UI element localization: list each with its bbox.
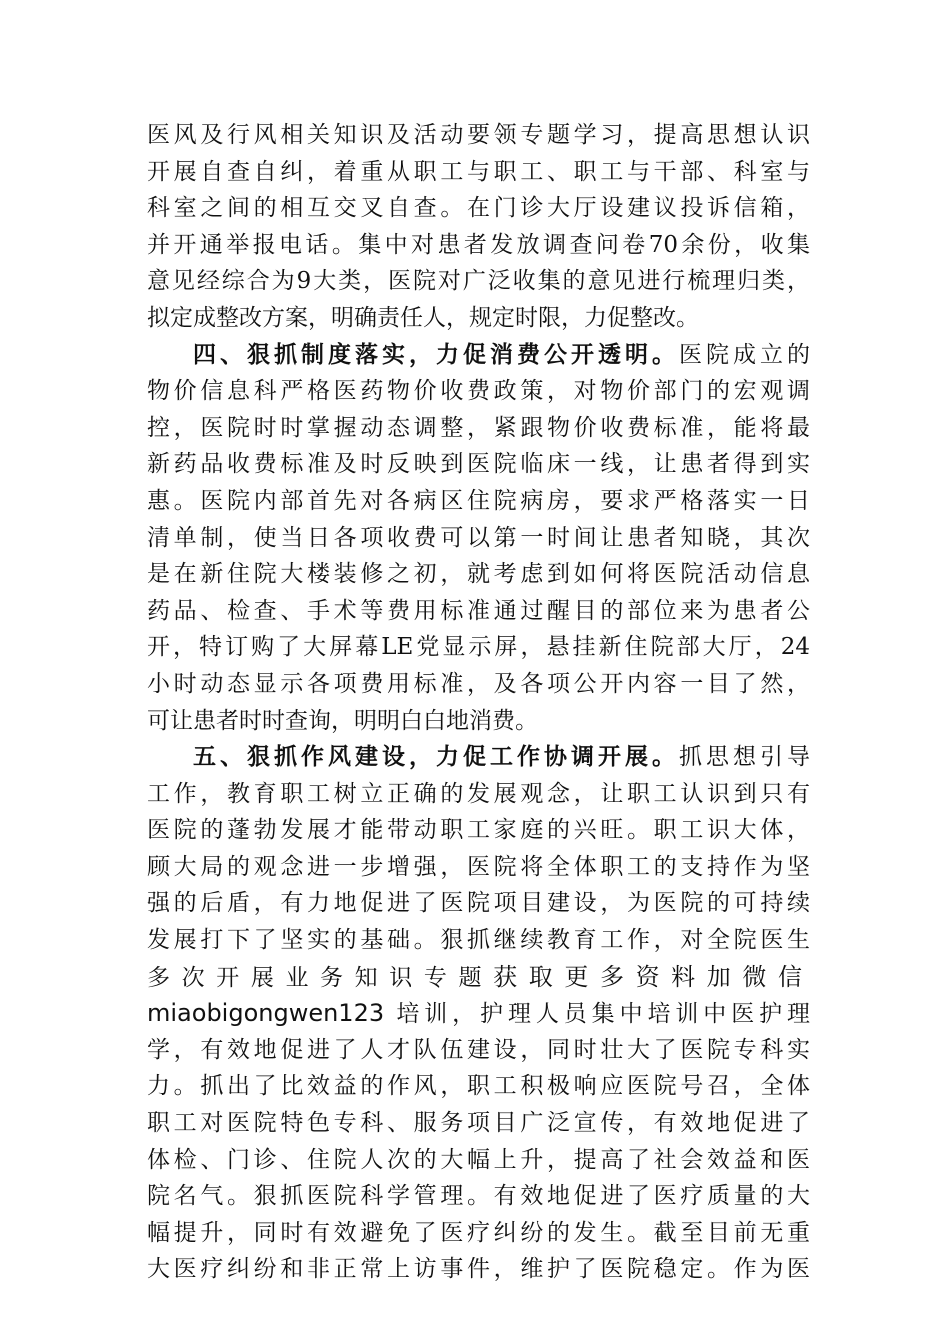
text-line: 强的后盾，有力地促进了医院项目建设，为医院的可持续: [147, 890, 810, 917]
text-run: 抓思想引导: [679, 744, 810, 771]
text-line: 体检、门诊、住院人次的大幅上升，提高了社会效益和医: [147, 1146, 810, 1173]
text-line: 可让患者时时查询，明明白白地消费。: [147, 707, 538, 734]
text-line: 学，有效地促进了人才队伍建设，同时壮大了医院专科实: [147, 1036, 810, 1063]
text-line: 清单制，使当日各项收费可以第一时间让患者知晓，其次: [147, 524, 810, 551]
text-line: [147, 959, 810, 996]
text-line: 顾大局的观念进一步增强，医院将全体职工的支持作为坚: [147, 853, 810, 880]
text-line: 惠。医院内部首先对各病区住院病房，要求严格落实一日: [147, 487, 810, 514]
text-run: 医院成立的: [679, 341, 810, 368]
text-line: 医风及行风相关知识及活动要领专题学习，提高思想认识: [147, 122, 810, 148]
text-line: 物价信息科严格医药物价收费政策，对物价部门的宏观调: [147, 378, 810, 405]
text-line: 大医疗纠纷和非正常上访事件，维护了医院稳定。作为医: [147, 1256, 810, 1283]
text-line: 并开通举报电话。集中对患者发放调查问卷70余份，收集: [147, 231, 810, 258]
text-line: 院名气。狠抓医院科学管理。有效地促进了医疗质量的大: [147, 1183, 810, 1210]
paragraph-first-line: [147, 739, 810, 776]
text-run: 多次开展业务知识专题: [147, 964, 494, 991]
text-line: 拟定成整改方案，明确责任人，规定时限，力促整改。: [147, 304, 699, 331]
paragraph-self-inspection: [147, 117, 810, 337]
text-line: 是在新住院大楼装修之初，就考虑到如何将医院活动信息: [147, 561, 810, 588]
text-line: 开展自查自纠，着重从职工与职工、职工与干部、科室与: [147, 158, 810, 185]
wechat-id: miaobigongwen123: [147, 999, 385, 1028]
document-page: [147, 117, 810, 1288]
text-line: 发展打下了坚实的基础。狠抓继续教育工作，对全院医生: [147, 927, 810, 954]
text-line: 幅提升，同时有效避免了医疗纠纷的发生。截至目前无重: [147, 1219, 810, 1246]
promo-text: 获取更多资料加微信: [493, 962, 811, 991]
text-run: 培训，护理人员集中培训中医护理: [396, 1001, 811, 1028]
text-line: 意见经综合为9大类，医院对广泛收集的意见进行梳理归类，: [147, 268, 810, 295]
text-line: 科室之间的相互交叉自查。在门诊大厅设建议投诉信箱，: [147, 195, 810, 222]
text-line: 医院的蓬勃发展才能带动职工家庭的兴旺。职工识大体，: [147, 817, 810, 844]
section-heading-five: 五、狠抓作风建设，力促工作协调开展。: [193, 744, 679, 771]
text-line: [147, 995, 810, 1032]
text-line: 新药品收费标准及时反映到医院临床一线，让患者得到实: [147, 451, 810, 478]
paragraph-five-work-style: [147, 739, 810, 1288]
text-line: 小时动态显示各项费用标准，及各项公开内容一目了然，: [147, 670, 810, 697]
section-heading-four: 四、狠抓制度落实，力促消费公开透明。: [193, 341, 679, 368]
text-line: 工作，教育职工树立正确的发展观念，让职工认识到只有: [147, 780, 810, 807]
text-line: 力。抓出了比效益的作风，职工积极响应医院号召，全体: [147, 1073, 810, 1100]
paragraph-first-line: [147, 337, 810, 374]
text-line: 职工对医院特色专科、服务项目广泛宣传，有效地促进了: [147, 1110, 810, 1137]
text-line: 开，特订购了大屏幕LE党显示屏，悬挂新住院部大厅，24: [147, 634, 810, 661]
text-line: 药品、检查、手术等费用标准通过醒目的部位来为患者公: [147, 597, 810, 624]
text-line: 控，医院时时掌握动态调整，紧跟物价收费标准，能将最: [147, 414, 810, 441]
paragraph-four-pricing-transparency: [147, 337, 810, 740]
